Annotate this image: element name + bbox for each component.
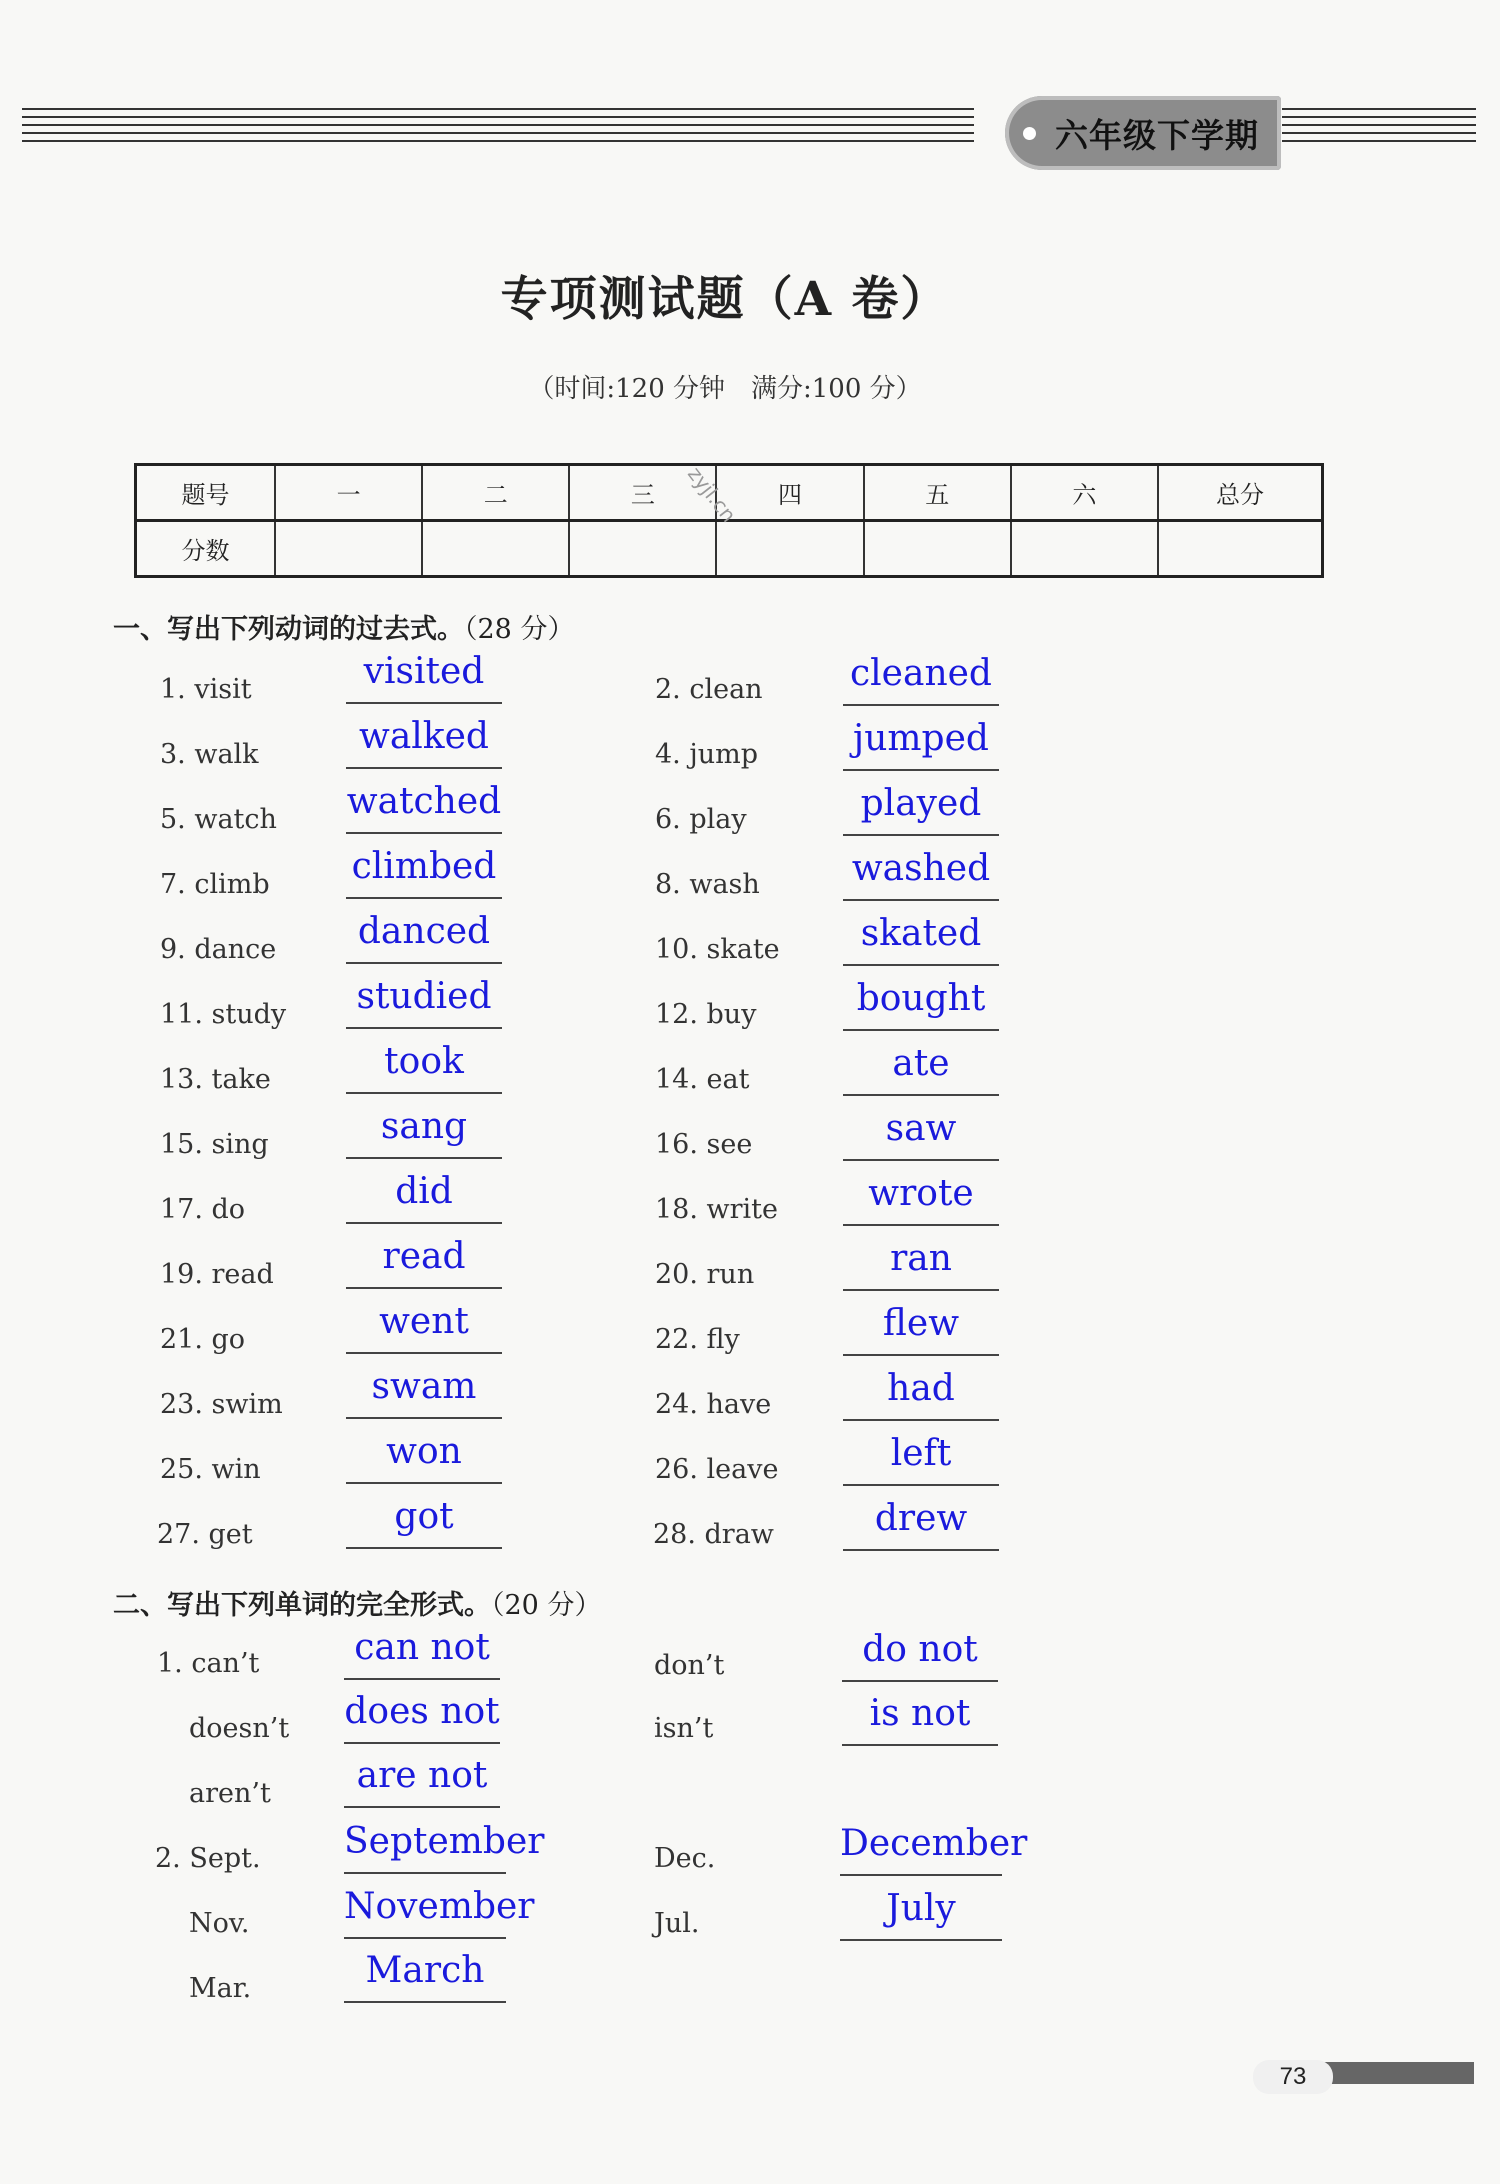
answer-field[interactable]: November (344, 1889, 506, 1939)
table-cell: 六 (1011, 465, 1158, 521)
score-input-cell[interactable] (716, 521, 863, 577)
answer-field[interactable]: did (346, 1174, 502, 1224)
section-2-heading (113, 1583, 601, 1622)
header-rule-right (1282, 108, 1476, 156)
grade-badge (1005, 96, 1281, 170)
answer-field[interactable]: went (346, 1304, 502, 1354)
answer-field[interactable]: took (346, 1044, 502, 1094)
item-label: Mar. (189, 1973, 252, 2004)
answer-field[interactable]: ate (843, 1046, 999, 1096)
item-label: 16. see (655, 1129, 753, 1160)
item-label: 15. sing (160, 1129, 269, 1160)
table-cell: 五 (864, 465, 1011, 521)
page-title: 专项测试题（A 卷） (500, 272, 950, 327)
page-subtitle: （时间:120 分钟 满分:100 分） (528, 374, 922, 404)
answer-field[interactable]: left (843, 1436, 999, 1486)
answer-field[interactable]: jumped (843, 721, 999, 771)
answer-field[interactable]: flew (843, 1306, 999, 1356)
answer-field[interactable]: swam (346, 1369, 502, 1419)
score-input-cell[interactable] (1011, 521, 1158, 577)
answer-field[interactable]: does not (344, 1694, 500, 1744)
section-1-points: （28 分） (464, 614, 575, 645)
item-label: 17. do (160, 1194, 246, 1225)
answer-field[interactable]: walked (346, 719, 502, 769)
item-label: 11. study (160, 999, 287, 1030)
answer-field[interactable]: drew (843, 1501, 999, 1551)
item-label: 3. walk (160, 739, 259, 770)
grade-badge-label: 六年级下学期 (1055, 116, 1259, 155)
score-input-cell[interactable] (422, 521, 569, 577)
item-label: 2. clean (655, 674, 763, 705)
item-label: 22. fly (655, 1324, 740, 1355)
table-cell: 题号 (136, 465, 276, 521)
item-label: 5. watch (160, 804, 277, 835)
answer-field[interactable]: climbed (346, 849, 502, 899)
answer-field[interactable]: skated (843, 916, 999, 966)
item-label: Dec. (654, 1843, 716, 1874)
answer-field[interactable]: July (840, 1891, 1002, 1941)
page-number: 73 (1253, 2060, 1333, 2094)
table-cell: 分数 (136, 521, 276, 577)
table-cell: 三 (569, 465, 716, 521)
table-cell: 总分 (1158, 465, 1323, 521)
score-input-cell[interactable] (1158, 521, 1323, 577)
item-label: Jul. (654, 1908, 700, 1939)
header-rule-left (22, 108, 974, 156)
section-1-title: 一、写出下列动词的过去式。 (113, 614, 464, 645)
section-2-title: 二、写出下列单词的完全形式。 (113, 1590, 491, 1621)
item-label: 23. swim (160, 1389, 283, 1420)
answer-field[interactable]: can not (344, 1630, 500, 1680)
score-input-cell[interactable] (569, 521, 716, 577)
table-cell: 二 (422, 465, 569, 521)
item-label: 2. Sept. (155, 1843, 261, 1874)
answer-field[interactable]: are not (344, 1758, 500, 1808)
item-label: Nov. (189, 1908, 250, 1939)
answer-field[interactable]: is not (842, 1696, 998, 1746)
answer-field[interactable]: sang (346, 1109, 502, 1159)
section-1-heading (113, 607, 574, 646)
item-label: 6. play (655, 804, 747, 835)
answer-field[interactable]: had (843, 1371, 999, 1421)
answer-field[interactable]: washed (843, 851, 999, 901)
answer-field[interactable]: ran (843, 1241, 999, 1291)
item-label: 1. can’t (157, 1648, 260, 1679)
item-label: doesn’t (189, 1713, 290, 1744)
score-input-cell[interactable] (864, 521, 1011, 577)
item-label: aren’t (189, 1778, 271, 1809)
answer-field[interactable]: March (344, 1953, 506, 2003)
item-label: 9. dance (160, 934, 277, 965)
item-label: 18. write (655, 1194, 779, 1225)
bullet-icon (1023, 127, 1036, 140)
item-label: 20. run (655, 1259, 755, 1290)
item-label: 4. jump (655, 739, 758, 770)
item-label: don’t (654, 1650, 725, 1681)
watermark: zyjl.cn (683, 462, 742, 527)
answer-field[interactable]: danced (346, 914, 502, 964)
answer-field[interactable]: studied (346, 979, 502, 1029)
table-cell: 四 (716, 465, 863, 521)
answer-field[interactable]: played (843, 786, 999, 836)
score-table-score-row (136, 521, 1323, 577)
item-label: 21. go (160, 1324, 246, 1355)
section-2-points: （20 分） (491, 1590, 602, 1621)
answer-field[interactable]: do not (842, 1632, 998, 1682)
item-label: 19. read (160, 1259, 274, 1290)
answer-field[interactable]: wrote (843, 1176, 999, 1226)
answer-field[interactable]: got (346, 1499, 502, 1549)
answer-field[interactable]: bought (843, 981, 999, 1031)
score-input-cell[interactable] (275, 521, 422, 577)
item-label: 7. climb (160, 869, 270, 900)
answer-field[interactable]: read (346, 1239, 502, 1289)
answer-field[interactable]: won (346, 1434, 502, 1484)
item-label: 8. wash (655, 869, 760, 900)
item-label: 28. draw (653, 1519, 774, 1550)
item-label: 1. visit (160, 674, 252, 705)
answer-field[interactable]: December (840, 1826, 1002, 1876)
item-label: 25. win (160, 1454, 261, 1485)
item-label: 12. buy (655, 999, 757, 1030)
answer-field[interactable]: watched (346, 784, 502, 834)
answer-field[interactable]: visited (346, 654, 502, 704)
item-label: 26. leave (655, 1454, 779, 1485)
answer-field[interactable]: saw (843, 1111, 999, 1161)
item-label: 24. have (655, 1389, 772, 1420)
item-label: isn’t (654, 1713, 714, 1744)
answer-field[interactable]: September (344, 1824, 506, 1874)
item-label: 13. take (160, 1064, 271, 1095)
answer-field[interactable]: cleaned (843, 656, 999, 706)
table-cell: 一 (275, 465, 422, 521)
item-label: 10. skate (655, 934, 780, 965)
item-label: 14. eat (655, 1064, 750, 1095)
item-label: 27. get (157, 1519, 253, 1550)
